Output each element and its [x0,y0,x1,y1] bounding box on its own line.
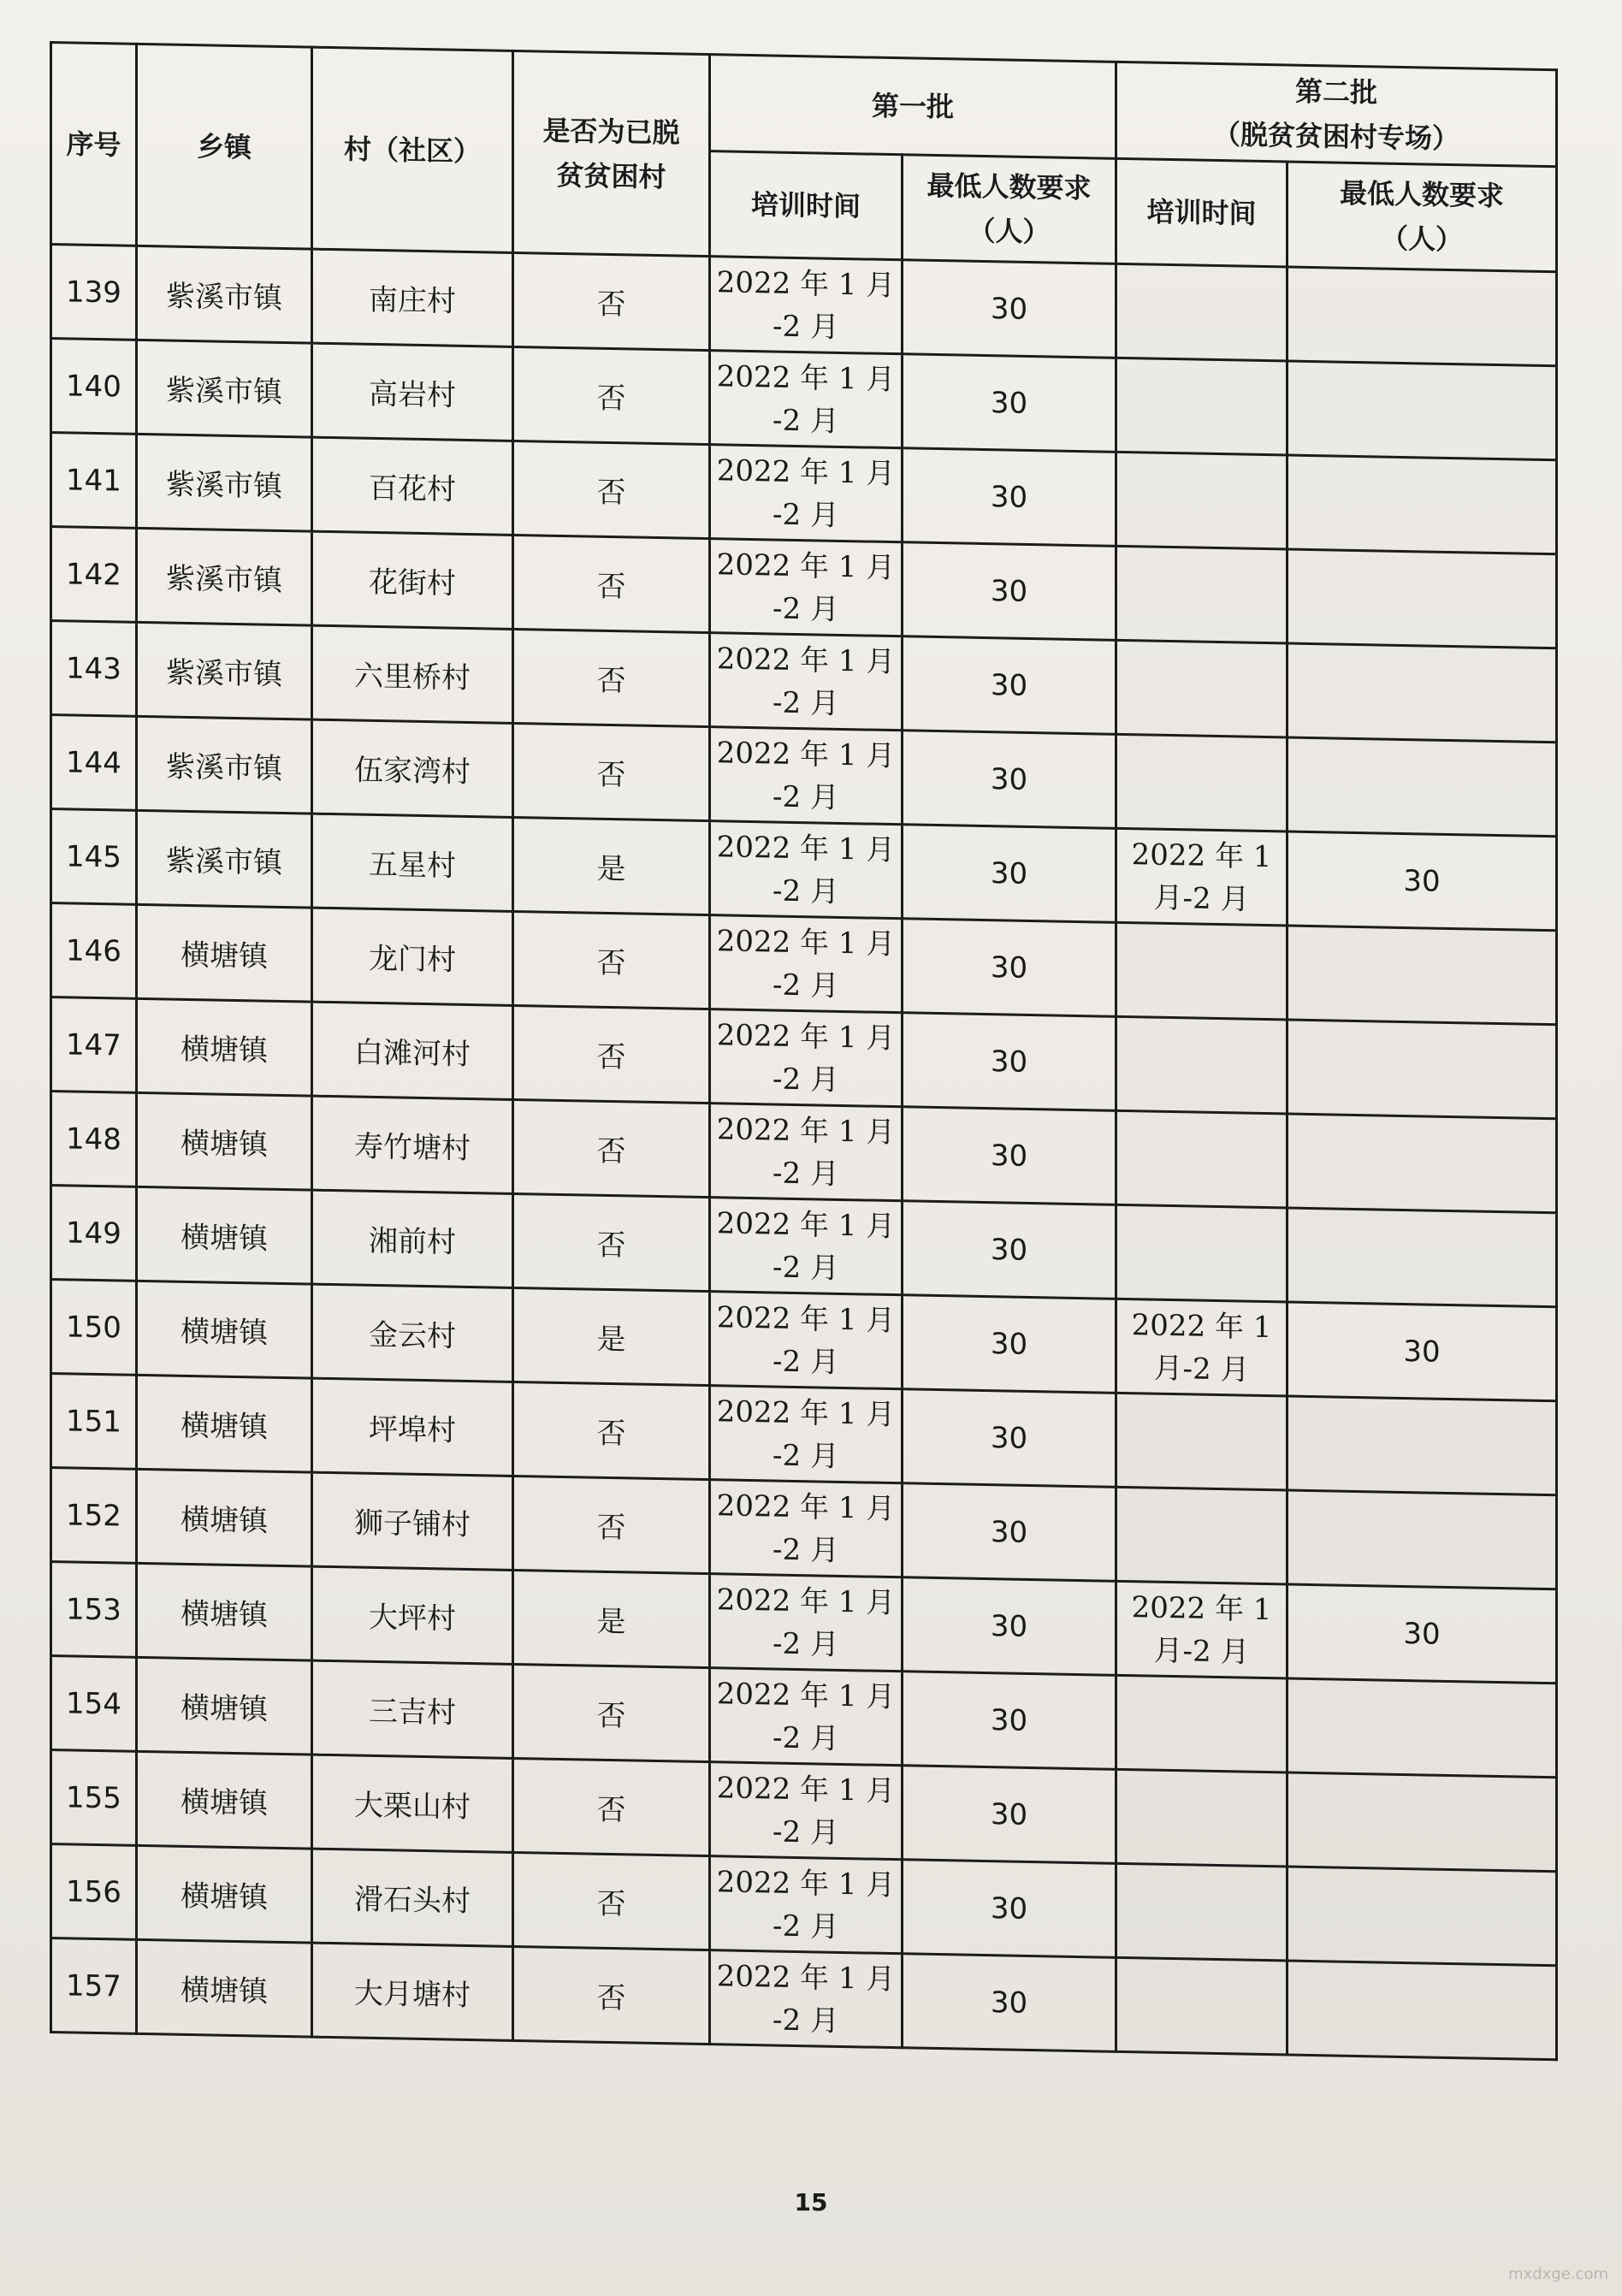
batch1-time-line1: 2022 年 1 月 [716,264,896,303]
batch2-time-line1: 2022 年 1 [1131,1307,1272,1345]
cell-village: 白滩河村 [312,1002,513,1099]
cell-village: 百花村 [312,437,513,535]
cell-poverty-flag: 否 [513,1758,710,1855]
cell-batch1-min: 30 [903,731,1116,829]
cell-batch1-min: 30 [903,1483,1116,1582]
batch2-time-line1 [1117,969,1286,973]
cell-town: 横塘镇 [137,1751,312,1849]
batch2-time-line1 [1117,1440,1286,1443]
cell-poverty-flag: 否 [513,629,710,726]
cell-batch1-time [710,821,903,919]
cell-town: 紫溪市镇 [137,528,312,625]
cell-batch2-time [1116,1769,1288,1867]
cell-seq: 146 [51,903,137,999]
cell-batch2-time [1116,1581,1288,1678]
cell-batch1-time [710,1668,903,1766]
batch1-time-line2: -2 月 [773,1343,839,1380]
cell-batch1-time [710,727,903,825]
cell-batch2-min [1288,1396,1557,1495]
batch2-time-line1 [1117,499,1286,502]
cell-poverty-flag: 是 [513,1570,710,1667]
cell-batch2-min: 30 [1288,1302,1557,1401]
cell-batch2-min [1288,1678,1557,1778]
cell-village: 龙门村 [312,908,513,1005]
batch1-time-line1: 2022 年 1 月 [716,1394,896,1432]
header-batch2-min-line2: （人） [1381,222,1464,257]
cell-batch2-time [1116,734,1288,831]
cell-batch1-time [710,1009,903,1107]
cell-seq: 157 [51,1938,137,2034]
batch2-time-line2 [1117,1252,1286,1255]
cell-batch1-min: 30 [903,1577,1116,1676]
batch1-time-line2: -2 月 [773,402,839,439]
cell-batch2-time [1116,828,1288,926]
batch1-time-line1: 2022 年 1 月 [716,735,896,773]
batch1-time-line2: -2 月 [773,308,839,345]
batch1-time-line2: -2 月 [773,1155,839,1192]
cell-poverty-flag: 否 [513,1382,710,1479]
batch1-time-line2: -2 月 [773,1908,839,1944]
batch1-time-line1: 2022 年 1 月 [716,1864,896,1902]
batch2-time-line2 [1117,2004,1286,2008]
batch2-time-line2 [1117,1722,1286,1725]
cell-seq: 150 [51,1280,137,1376]
batch1-time-line2: -2 月 [773,496,839,533]
cell-seq: 153 [51,1562,137,1658]
page-number: 15 [794,2188,828,2216]
cell-batch2-min [1288,1208,1557,1307]
header-poverty-flag-line1: 是否为已脱 [542,114,680,149]
header-village: 村（社区） [312,47,513,252]
cell-poverty-flag: 是 [513,1287,710,1385]
header-seq-text: 序号 [66,127,121,162]
cell-poverty-flag: 否 [513,1193,710,1291]
batch1-time-line1: 2022 年 1 月 [716,358,896,397]
header-batch2-line1: 第二批 [1295,74,1378,109]
cell-poverty-flag: 是 [513,817,710,914]
cell-town: 紫溪市镇 [137,622,312,719]
header-batch2-min-line1: 最低人数要求 [1340,176,1505,213]
cell-batch1-min: 30 [903,260,1116,358]
batch2-time-line1: 2022 年 1 [1131,837,1272,874]
batch1-time-line1: 2022 年 1 月 [716,1299,896,1338]
cell-poverty-flag: 否 [513,1099,710,1197]
cell-seq: 151 [51,1374,137,1470]
batch2-time-line2: 月-2 月 [1153,880,1250,917]
cell-village: 狮子铺村 [312,1472,513,1570]
header-batch1-time: 培训时间 [710,151,903,260]
cell-batch2-time [1116,358,1288,455]
cell-town: 横塘镇 [137,1657,312,1755]
cell-batch1-time [710,1856,903,1954]
header-batch1: 第一批 [710,55,1116,159]
cell-batch1-min: 30 [903,1954,1116,2052]
cell-batch1-min: 30 [903,1107,1116,1205]
batch2-time-line1 [1117,311,1286,314]
header-batch1-min [903,155,1116,264]
cell-batch2-time [1116,1393,1288,1490]
cell-batch2-time [1116,1863,1288,1961]
batch1-time-line2: -2 月 [773,873,839,909]
watermark: mxdxge.com [1508,2265,1608,2283]
cell-town: 横塘镇 [137,1563,312,1660]
training-schedule-table [50,41,1558,2061]
batch1-time-line1: 2022 年 1 月 [716,641,896,679]
cell-poverty-flag: 否 [513,535,710,632]
cell-batch2-min [1288,1961,1557,2060]
cell-seq: 156 [51,1844,137,1940]
cell-batch1-min: 30 [903,1389,1116,1488]
batch2-time-line2 [1117,593,1286,596]
batch1-time-line2: -2 月 [773,1625,839,1662]
cell-town: 紫溪市镇 [137,434,312,531]
cell-village: 湘前村 [312,1190,513,1287]
batch1-time-line1: 2022 年 1 月 [716,1111,896,1150]
cell-batch1-time [710,1198,903,1295]
batch1-time-line2: -2 月 [773,1437,839,1474]
cell-batch2-time [1116,1016,1288,1114]
cell-poverty-flag: 否 [513,252,710,350]
cell-town: 紫溪市镇 [137,246,312,343]
cell-town: 横塘镇 [137,1845,312,1943]
batch2-time-line2 [1117,1063,1286,1067]
cell-batch2-min [1288,737,1557,837]
cell-village: 滑石头村 [312,1849,513,1946]
cell-batch1-time [710,1762,903,1860]
cell-batch1-time [710,1292,903,1389]
cell-batch1-min: 30 [903,1672,1116,1770]
cell-seq: 149 [51,1186,137,1281]
batch2-time-line2: 月-2 月 [1153,1633,1250,1670]
cell-town: 横塘镇 [137,998,312,1096]
batch1-time-line2: -2 月 [773,1814,839,1850]
batch2-time-line2 [1117,1534,1286,1537]
header-batch2-time: 培训时间 [1116,158,1288,267]
header-poverty-flag [513,50,710,256]
batch1-time-line1: 2022 年 1 月 [716,923,896,962]
cell-seq: 145 [51,809,137,905]
batch2-time-line1: 2022 年 1 [1131,1589,1272,1627]
batch1-time-line2: -2 月 [773,684,839,721]
cell-town: 横塘镇 [137,1469,312,1566]
batch1-time-line2: -2 月 [773,1531,839,1568]
header-batch2 [1116,62,1557,166]
cell-batch1-min: 30 [903,1013,1116,1111]
cell-batch1-time [710,351,903,448]
cell-batch2-min [1288,926,1557,1025]
cell-batch1-min: 30 [903,636,1116,735]
batch1-time-line2: -2 月 [773,1249,839,1286]
cell-batch2-time [1116,1957,1288,2055]
cell-village: 大坪村 [312,1566,513,1664]
cell-batch2-time [1116,452,1288,549]
cell-batch1-time [710,1574,903,1672]
cell-seq: 152 [51,1468,137,1564]
batch1-time-line1: 2022 年 1 月 [716,547,896,585]
cell-batch2-time [1116,1110,1288,1208]
batch2-time-line2 [1117,1440,1286,1443]
table-body [51,245,1557,2060]
cell-seq: 155 [51,1750,137,1846]
cell-poverty-flag: 否 [513,1005,710,1103]
cell-batch1-time [710,257,903,354]
cell-poverty-flag: 否 [513,346,710,444]
cell-town: 横塘镇 [137,904,312,1002]
cell-poverty-flag: 否 [513,441,710,538]
cell-batch2-time [1116,1299,1288,1396]
cell-poverty-flag: 否 [513,1946,710,2044]
batch2-time-line1 [1117,1910,1286,1914]
cell-village: 寿竹塘村 [312,1096,513,1193]
batch2-time-line2 [1117,1816,1286,1820]
cell-poverty-flag: 否 [513,1852,710,1950]
cell-batch2-min: 30 [1288,1584,1557,1684]
cell-batch2-min [1288,643,1557,743]
cell-seq: 143 [51,621,137,717]
cell-batch2-min [1288,549,1557,648]
cell-batch1-min: 30 [903,1201,1116,1299]
cell-batch2-min [1288,1114,1557,1213]
batch1-time-line1: 2022 年 1 月 [716,453,896,491]
cell-batch1-time [710,1950,903,2048]
cell-village: 坪埠村 [312,1378,513,1476]
header-batch2-min [1288,162,1557,272]
cell-town: 紫溪市镇 [137,810,312,908]
cell-batch1-min: 30 [903,1295,1116,1394]
cell-batch2-min [1288,1772,1557,1872]
cell-batch1-min: 30 [903,1860,1116,1958]
cell-batch1-time [710,1386,903,1483]
batch2-time-line1 [1117,1722,1286,1725]
cell-batch1-min: 30 [903,919,1116,1017]
cell-batch1-time [710,445,903,542]
cell-town: 横塘镇 [137,1186,312,1284]
cell-batch1-time [710,1480,903,1577]
cell-village: 高岩村 [312,343,513,441]
batch2-time-line1 [1117,1157,1286,1161]
cell-batch2-min [1288,361,1557,460]
batch1-time-line2: -2 月 [773,1719,839,1756]
cell-batch2-min: 30 [1288,831,1557,931]
cell-seq: 140 [51,339,137,435]
cell-batch2-min [1288,455,1557,554]
cell-village: 五星村 [312,814,513,911]
batch2-time-line2 [1117,1157,1286,1161]
cell-town: 横塘镇 [137,1375,312,1472]
cell-village: 南庄村 [312,249,513,346]
cell-batch2-min [1288,1490,1557,1589]
cell-town: 横塘镇 [137,1939,312,2037]
cell-village: 花街村 [312,531,513,629]
cell-town: 横塘镇 [137,1092,312,1190]
batch2-time-line2 [1117,969,1286,973]
cell-batch1-min: 30 [903,825,1116,923]
cell-seq: 154 [51,1656,137,1752]
cell-village: 大栗山村 [312,1755,513,1852]
batch2-time-line1 [1117,687,1286,690]
batch2-time-line1 [1117,405,1286,408]
header-batch2-line2: （脱贫贫困村专场） [1213,117,1460,156]
batch2-time-line1 [1117,2004,1286,2008]
cell-batch1-time [710,1104,903,1201]
cell-village: 伍家湾村 [312,719,513,817]
cell-batch1-time [710,915,903,1013]
cell-poverty-flag: 否 [513,911,710,1009]
batch2-time-line2 [1117,687,1286,690]
cell-village: 金云村 [312,1284,513,1382]
cell-batch2-time [1116,546,1288,643]
cell-town: 紫溪市镇 [137,340,312,437]
batch2-time-line2: 月-2 月 [1153,1351,1250,1388]
batch1-time-line2: -2 月 [773,967,839,1003]
batch2-time-line1 [1117,593,1286,596]
batch2-time-line2 [1117,1910,1286,1914]
batch1-time-line1: 2022 年 1 月 [716,1017,896,1056]
batch1-time-line1: 2022 年 1 月 [716,1770,896,1808]
cell-batch2-time [1116,1675,1288,1772]
cell-batch1-min: 30 [903,542,1116,641]
batch2-time-line2 [1117,781,1286,784]
batch2-time-line1 [1117,1534,1286,1537]
cell-batch2-time [1116,922,1288,1020]
cell-poverty-flag: 否 [513,1664,710,1761]
batch2-time-line2 [1117,499,1286,502]
cell-seq: 141 [51,433,137,529]
batch1-time-line1: 2022 年 1 月 [716,1958,896,1997]
batch1-time-line2: -2 月 [773,1061,839,1098]
cell-poverty-flag: 否 [513,723,710,820]
cell-batch2-min [1288,1020,1557,1119]
header-poverty-flag-line2: 贫贫困村 [556,158,666,193]
cell-seq: 144 [51,715,137,811]
batch1-time-line1: 2022 年 1 月 [716,1205,896,1244]
batch1-time-line1: 2022 年 1 月 [716,1488,896,1526]
batch1-time-line2: -2 月 [773,2002,839,2039]
cell-seq: 142 [51,527,137,623]
cell-poverty-flag: 否 [513,1476,710,1573]
cell-village: 六里桥村 [312,625,513,723]
batch2-time-line1 [1117,781,1286,784]
cell-batch1-time [710,539,903,636]
cell-batch2-time [1116,1204,1288,1302]
cell-batch1-time [710,633,903,731]
cell-seq: 147 [51,997,137,1093]
cell-town: 横塘镇 [137,1281,312,1378]
batch1-time-line2: -2 月 [773,590,839,627]
batch2-time-line1 [1117,1816,1286,1820]
header-batch1-min-line2: （人） [968,214,1051,249]
cell-batch2-time [1116,640,1288,737]
cell-town: 紫溪市镇 [137,716,312,814]
cell-batch2-min [1288,267,1557,366]
batch1-time-line1: 2022 年 1 月 [716,1582,896,1620]
cell-seq: 148 [51,1092,137,1187]
cell-seq: 139 [51,245,137,340]
batch1-time-line1: 2022 年 1 月 [716,1676,896,1714]
batch2-time-line1 [1117,1252,1286,1255]
table-header [51,43,1557,272]
header-seq [51,43,137,246]
cell-batch2-time [1116,1487,1288,1584]
cell-village: 大月塘村 [312,1943,513,2040]
header-batch1-min-line1: 最低人数要求 [926,169,1092,205]
header-town: 乡镇 [137,44,312,249]
cell-batch1-min: 30 [903,1766,1116,1864]
batch2-time-line2 [1117,311,1286,314]
batch1-time-line2: -2 月 [773,778,839,815]
cell-batch1-min: 30 [903,448,1116,547]
cell-batch2-time [1116,263,1288,361]
batch2-time-line2 [1117,405,1286,408]
cell-batch2-min [1288,1867,1557,1966]
cell-batch1-min: 30 [903,354,1116,453]
batch1-time-line1: 2022 年 1 月 [716,829,896,867]
cell-village: 三吉村 [312,1660,513,1758]
batch2-time-line1 [1117,1063,1286,1067]
